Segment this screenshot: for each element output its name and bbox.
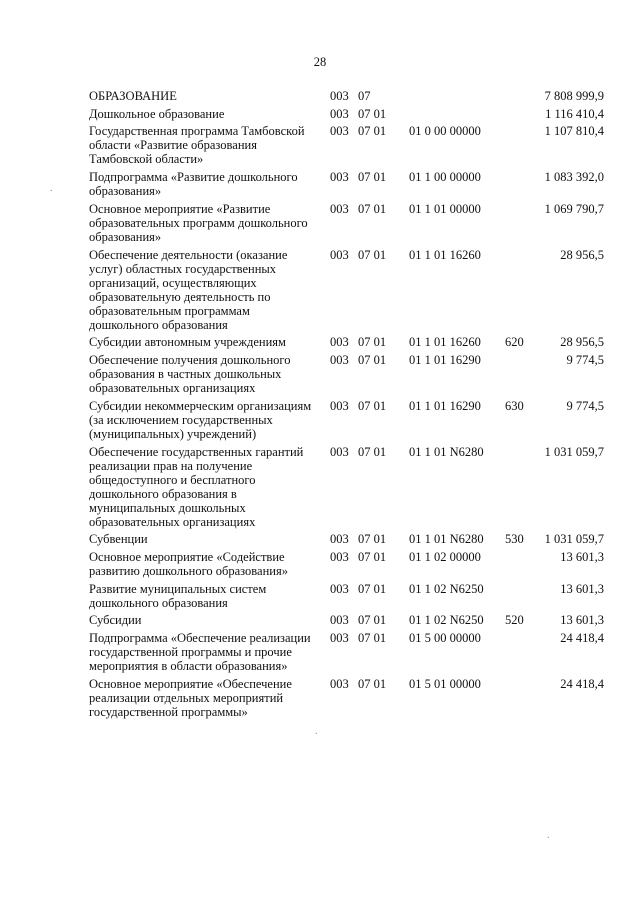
row-code: 003: [330, 532, 349, 546]
row-type: 620: [505, 335, 524, 349]
row-code: 003: [330, 399, 349, 413]
row-name: Обеспечение деятельности (оказание услуг) областных государственных организаций, осуществляющих образовательную деятельность по образовательным программам дошкольного образования: [89, 248, 288, 332]
row-program: 01 5 00 00000: [409, 631, 481, 645]
row-program: 01 1 01 00000: [409, 202, 481, 216]
row-amount: 9 774,5: [566, 399, 604, 413]
row-code: 003: [330, 202, 349, 216]
row-program: 01 1 01 N6280: [409, 532, 484, 546]
row-amount: 13 601,3: [560, 582, 604, 596]
row-code: 003: [330, 335, 349, 349]
table-row: [89, 248, 609, 332]
row-section: 07 01: [358, 124, 387, 138]
row-name: Основное мероприятие «Развитие образовательных программ дошкольного образования»: [89, 202, 308, 244]
table-row: [89, 170, 609, 198]
row-code: 003: [330, 677, 349, 691]
row-section: 07: [358, 89, 371, 103]
row-section: 07 01: [358, 532, 387, 546]
row-name: Субсидии: [89, 613, 142, 627]
table-row: [89, 550, 609, 578]
table-row: [89, 202, 609, 244]
row-program: 01 1 01 16290: [409, 399, 481, 413]
row-program: 01 1 02 00000: [409, 550, 481, 564]
table-row: [89, 353, 609, 395]
table-row: [89, 107, 609, 121]
row-name: ОБРАЗОВАНИЕ: [89, 89, 177, 103]
row-code: 003: [330, 89, 349, 103]
row-type: 630: [505, 399, 524, 413]
row-code: 003: [330, 170, 349, 184]
row-name: Подпрограмма «Обеспечение реализации государственной программы и прочие мероприятия в области образования»: [89, 631, 311, 673]
row-name: Основное мероприятие «Обеспечение реализации отдельных мероприятий государственной программы»: [89, 677, 292, 719]
scan-speck: .: [50, 183, 53, 194]
table-row: [89, 677, 609, 719]
row-amount: 24 418,4: [560, 677, 604, 691]
table-row: [89, 631, 609, 673]
row-name: Субвенции: [89, 532, 148, 546]
row-section: 07 01: [358, 170, 387, 184]
row-amount: 1 083 392,0: [544, 170, 604, 184]
row-name: Обеспечение государственных гарантий реализации прав на получение общедоступного и бесплатного дошкольного образования в муниципальных дошкольных образовательных организациях: [89, 445, 304, 529]
page-number: 28: [313, 55, 327, 69]
row-program: 01 1 01 16260: [409, 248, 481, 262]
row-amount: 24 418,4: [560, 631, 604, 645]
table-row: [89, 445, 609, 529]
scan-speck: .: [547, 830, 550, 841]
row-name: Дошкольное образование: [89, 107, 225, 121]
table-row: [89, 335, 609, 349]
row-section: 07 01: [358, 677, 387, 691]
row-section: 07 01: [358, 107, 387, 121]
row-code: 003: [330, 631, 349, 645]
row-amount: 28 956,5: [560, 248, 604, 262]
budget-table: [89, 89, 609, 719]
row-name: Субсидии некоммерческим организациям (за исключением государственных (муниципальных) учреждений): [89, 399, 312, 441]
row-code: 003: [330, 582, 349, 596]
row-program: 01 1 01 N6280: [409, 445, 484, 459]
row-program: 01 1 01 16290: [409, 353, 481, 367]
row-name: Подпрограмма «Развитие дошкольного образования»: [89, 170, 298, 198]
row-code: 003: [330, 353, 349, 367]
row-name: Государственная программа Тамбовской области «Развитие образования Тамбовской области»: [89, 124, 305, 166]
table-row: [89, 89, 609, 103]
row-section: 07 01: [358, 399, 387, 413]
row-code: 003: [330, 107, 349, 121]
row-code: 003: [330, 248, 349, 262]
table-row: [89, 532, 609, 546]
table-row: [89, 124, 609, 166]
row-amount: 1 031 059,7: [544, 532, 604, 546]
row-code: 003: [330, 124, 349, 138]
table-row: [89, 582, 609, 610]
row-amount: 9 774,5: [566, 353, 604, 367]
table-row: [89, 399, 609, 441]
row-type: 520: [505, 613, 524, 627]
row-amount: 1 116 410,4: [545, 107, 604, 121]
row-name: Субсидии автономным учреждениям: [89, 335, 286, 349]
row-program: 01 1 01 16260: [409, 335, 481, 349]
scan-speck: .: [315, 726, 318, 737]
row-section: 07 01: [358, 582, 387, 596]
row-program: 01 5 01 00000: [409, 677, 481, 691]
row-section: 07 01: [358, 202, 387, 216]
row-section: 07 01: [358, 445, 387, 459]
row-name: Обеспечение получения дошкольного образования в частных дошкольных образовательных организациях: [89, 353, 291, 395]
row-amount: 1 069 790,7: [544, 202, 604, 216]
row-amount: 1 031 059,7: [544, 445, 604, 459]
row-section: 07 01: [358, 335, 387, 349]
row-amount: 1 107 810,4: [544, 124, 604, 138]
row-section: 07 01: [358, 550, 387, 564]
table-row: [89, 613, 609, 627]
row-amount: 7 808 999,9: [544, 89, 604, 103]
row-section: 07 01: [358, 248, 387, 262]
row-code: 003: [330, 550, 349, 564]
row-program: 01 1 02 N6250: [409, 613, 484, 627]
row-type: 530: [505, 532, 524, 546]
row-name: Развитие муниципальных систем дошкольного образования: [89, 582, 267, 610]
row-program: 01 0 00 00000: [409, 124, 481, 138]
row-code: 003: [330, 445, 349, 459]
row-program: 01 1 00 00000: [409, 170, 481, 184]
row-section: 07 01: [358, 353, 387, 367]
row-code: 003: [330, 613, 349, 627]
row-amount: 13 601,3: [560, 613, 604, 627]
row-amount: 13 601,3: [560, 550, 604, 564]
row-section: 07 01: [358, 613, 387, 627]
row-amount: 28 956,5: [560, 335, 604, 349]
row-program: 01 1 02 N6250: [409, 582, 484, 596]
row-section: 07 01: [358, 631, 387, 645]
row-name: Основное мероприятие «Содействие развитию дошкольного образования»: [89, 550, 288, 578]
